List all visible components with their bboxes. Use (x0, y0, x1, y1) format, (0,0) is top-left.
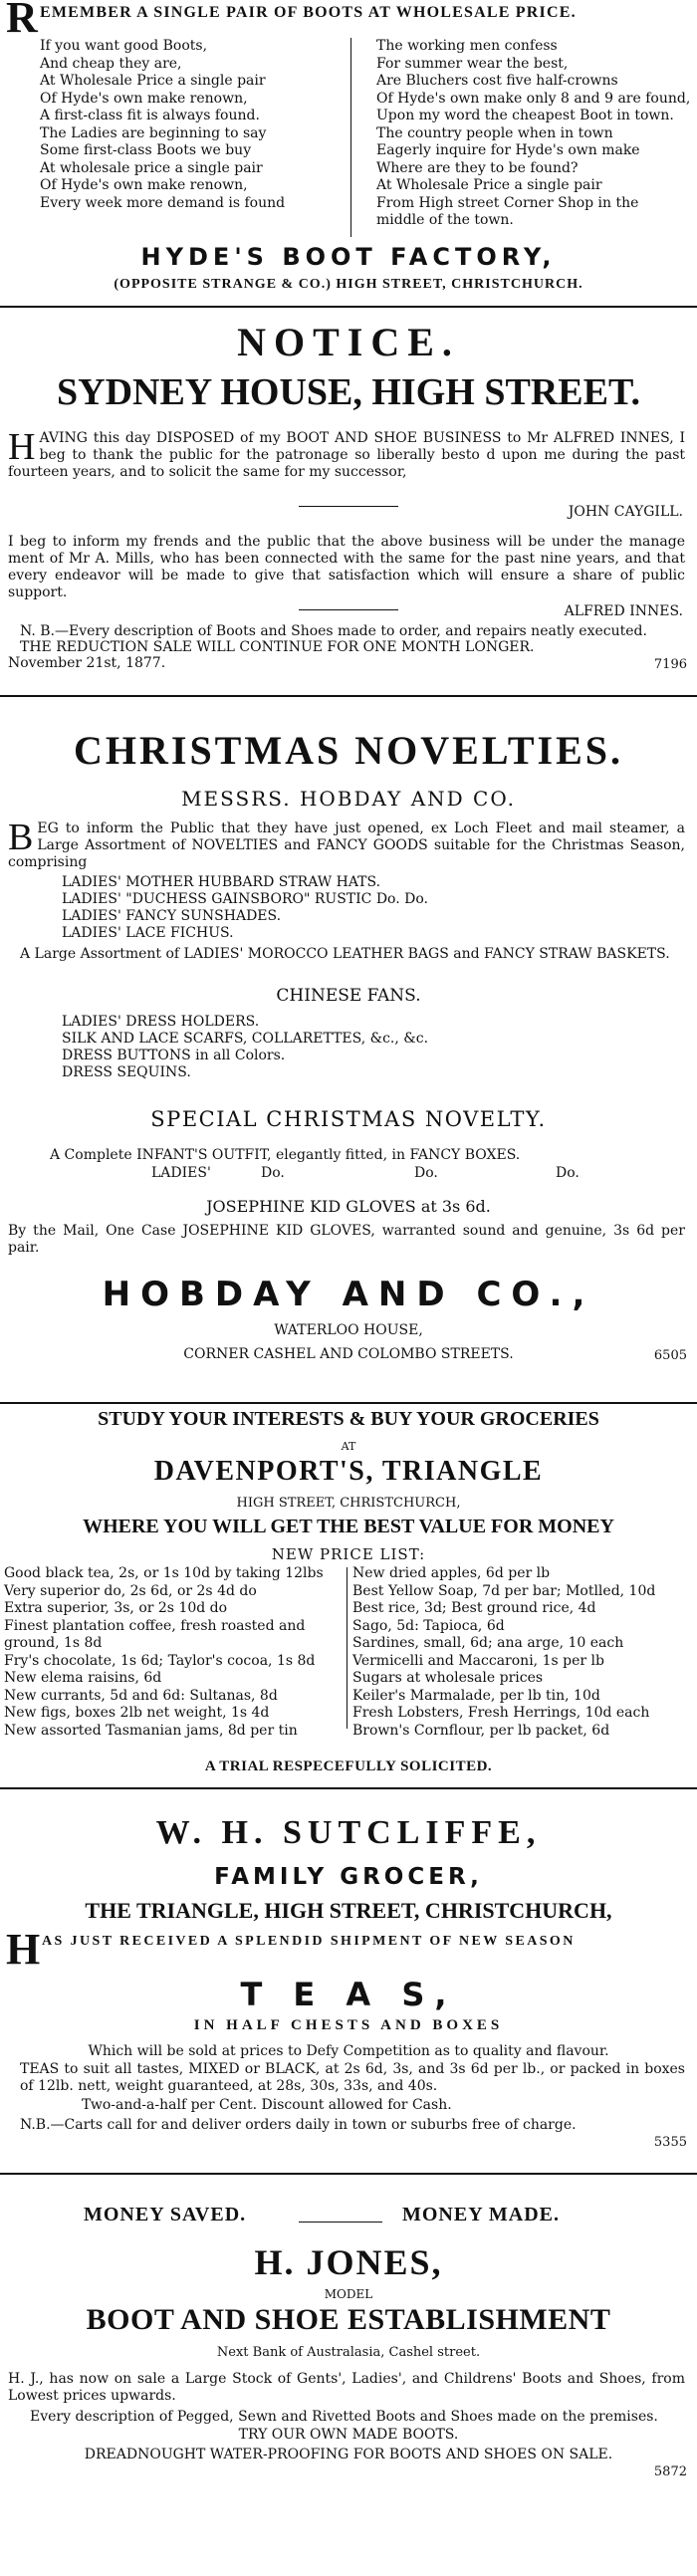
short-rule (299, 2222, 382, 2223)
hobday-intro (8, 817, 685, 871)
hobday-fans: CHINESE FANS. (276, 986, 421, 1006)
sydney-para2: I beg to inform my frends and the public that the above business will be under the manage ment of Mr A. Mills, who has been connected with the same for the past nine years, and that every endeavor will be made to give that satisfaction which will ensure a share of public support. (8, 534, 685, 600)
list-item: LADIES' "DUCHESS GAINSBORO" RUSTIC Do. Do. (62, 891, 428, 907)
jones-para1: H. J., has now on sale a Large Stock of Gents', Ladies', and Childrens' Boots and Shoes, from Lowest prices upwards. (8, 2371, 685, 2404)
davenport-name: DAVENPORT'S, TRIANGLE (153, 1456, 544, 1487)
list-item: LADIES' MOTHER HUBBARD STRAW HATS. (62, 874, 381, 890)
davenport-advertisement (0, 1404, 697, 1782)
divider (0, 2173, 697, 2175)
sydney-para1 (8, 426, 685, 481)
christmas-heading: CHRISTMAS NOVELTIES. (73, 728, 623, 773)
sutcliffe-received-text: AS JUST RECEIVED A SPLENDID SHIPMENT OF NEW SEASON (42, 1934, 576, 1949)
verse-line: Of Hyde's own make renown, (40, 177, 248, 193)
jones-dread: DREADNOUGHT WATER-PROOFING FOR BOOTS AND SHOES ON SALE. (84, 2447, 613, 2462)
short-rule (299, 609, 398, 610)
hobday-corner: CORNER CASHEL AND COLOMBO STREETS. (183, 1346, 514, 1362)
verse-line: At Wholesale Price a single pair (376, 177, 602, 193)
hyde-headline (6, 0, 693, 40)
hobday-bags: A Large Assortment of LADIES' MOROCCO LEATHER BAGS and FANCY STRAW BASKETS. (20, 946, 670, 962)
sutcliffe-discount: Two-and-a-half per Cent. Discount allowed for Cash. (82, 2097, 452, 2113)
verse-line: Of Hyde's own make renown, (40, 90, 248, 107)
verse-line: Some first-class Boots we buy (40, 142, 252, 158)
jones-saved: MONEY SAVED. (84, 2204, 247, 2225)
sydney-heading: SYDNEY HOUSE, HIGH STREET. (57, 371, 640, 413)
sutcliffe-teas: T E A S, (240, 1976, 457, 2013)
sydney-sig1: JOHN CAYGILL. (568, 504, 683, 520)
jones-made: MONEY MADE. (402, 2204, 561, 2225)
verse-line: middle of the town. (376, 212, 514, 228)
list-item: LADIES' DRESS HOLDERS. (62, 1014, 260, 1030)
jones-location: Next Bank of Australasia, Cashel street. (216, 2345, 481, 2360)
hyde-advertisement (0, 0, 697, 304)
hobday-dropcap: B (8, 817, 34, 858)
price-item: Fry's chocolate, 1s 6d; Taylor's cocoa, 1s 8d (4, 1652, 316, 1669)
jones-name: H. JONES, (254, 2242, 443, 2282)
sydney-sale: THE REDUCTION SALE WILL CONTINUE FOR ONE MONTH LONGER. (20, 639, 535, 655)
price-item: Very superior do, 2s 6d, or 2s 4d do (4, 1582, 257, 1599)
jones-para2: Every description of Pegged, Sewn and Rivetted Boots and Shoes made on the premises. (30, 2409, 658, 2425)
hobday-outfit2-c: Do. (414, 1165, 438, 1181)
verse-line: Every week more demand is found (40, 194, 286, 211)
hobday-firm: MESSRS. HOBDAY AND CO. (181, 787, 516, 811)
column-divider (347, 1567, 348, 1729)
davenport-at: AT (341, 1440, 356, 1453)
hobday-special: SPECIAL CHRISTMAS NOVELTY. (150, 1107, 547, 1131)
sydney-sig2: ALFRED INNES. (564, 603, 683, 619)
sutcliffe-chests: IN HALF CHESTS AND BOXES (193, 2017, 504, 2033)
price-item: Good black tea, 2s, or 1s 10d by taking 12lbs (4, 1565, 324, 1581)
hobday-house: WATERLOO HOUSE, (274, 1322, 423, 1338)
list-item: LADIES' FANCY SUNSHADES. (62, 908, 282, 924)
hobday-outfit2-a: LADIES' (151, 1165, 211, 1181)
notice-heading: NOTICE. (237, 320, 460, 364)
sydney-dropcap: H (8, 426, 36, 468)
verse-line: If you want good Boots, (40, 38, 208, 54)
short-rule (299, 506, 398, 507)
sutcliffe-name: W. H. SUTCLIFFE, (155, 1814, 542, 1851)
verse-line: From High street Corner Shop in the (376, 194, 639, 211)
price-item: New assorted Tasmanian jams, 8d per tin (4, 1722, 298, 1739)
price-item: Sago, 5d: Tapioca, 6d (352, 1617, 505, 1634)
jones-ref: 5872 (653, 2464, 687, 2479)
verse-line: At wholesale price a single pair (40, 159, 263, 176)
hyde-dropcap: R (6, 0, 38, 42)
hobday-list1 (62, 874, 428, 942)
verse-line: Eagerly inquire for Hyde's own make (376, 142, 640, 158)
verse-line: Where are they to be found? (376, 159, 579, 176)
sutcliffe-nb: N.B.—Carts call for and deliver orders daily in town or suburbs free of charge. (20, 2117, 577, 2133)
sutcliffe-dropcap: H (6, 1925, 41, 1974)
hobday-intro-text: EG to inform the Public that they have just opened, ex Loch Fleet and mail steamer, a Large Assortment of NOVELTIES and FANCY GOODS suitable for the Christmas Season, comprising (8, 820, 685, 870)
price-item: Fresh Lobsters, Fresh Herrings, 10d each (352, 1705, 650, 1721)
verse-line: Of Hyde's own make only 8 and 9 are found, (376, 90, 691, 107)
price-item: Brown's Cornflour, per lb packet, 6d (352, 1722, 610, 1739)
price-item: New currants, 5d and 6d: Sultanas, 8d (4, 1687, 278, 1704)
price-item: Keiler's Marmalade, per lb tin, 10d (352, 1687, 600, 1704)
hyde-left-verse (40, 38, 339, 212)
column-divider (350, 38, 351, 237)
price-item: Best rice, 3d; Best ground rice, 4d (352, 1600, 596, 1616)
sutcliffe-grocer: FAMILY GROCER, (214, 1864, 483, 1890)
hobday-title: HOBDAY AND CO., (102, 1275, 595, 1314)
davenport-study: STUDY YOUR INTERESTS & BUY YOUR GROCERIES (98, 1408, 599, 1430)
sydney-para1-text: AVING this day DISPOSED of my BOOT AND SHOE BUSINESS to Mr ALFRED INNES, I beg to thank the public for the patronage so liberally besto d upon me during the past fourteen years, and to solicit the same for my successor, (8, 430, 685, 480)
hobday-outfit2-d: Do. (556, 1165, 580, 1181)
jones-try: TRY OUR OWN MADE BOOTS. (238, 2427, 459, 2443)
hobday-mail: By the Mail, One Case JOSEPHINE KID GLOVES, warranted sound and genuine, 3s 6d per pair. (8, 1223, 685, 1256)
hobday-ref: 6505 (653, 1348, 687, 1363)
verse-line: The Ladies are beginning to say (40, 124, 267, 141)
price-item: New dried apples, 6d per lb (352, 1565, 551, 1581)
sydney-advertisement (0, 309, 697, 717)
price-item: New elema raisins, 6d (4, 1670, 162, 1686)
sutcliffe-received (6, 1925, 693, 1974)
price-item: Extra superior, 3s, or 2s 10d do (4, 1600, 228, 1616)
verse-line: At Wholesale Price a single pair (40, 73, 266, 89)
jones-advertisement (0, 2176, 697, 2576)
davenport-value: WHERE YOU WILL GET THE BEST VALUE FOR MONEY (83, 1516, 614, 1537)
price-item: Vermicelli and Maccaroni, 1s per lb (352, 1652, 604, 1669)
sydney-nb: N. B.—Every description of Boots and Shoes made to order, and repairs neatly executed. (20, 623, 647, 639)
hobday-outfit2-b: Do. (261, 1165, 285, 1181)
price-item: Finest plantation coffee, fresh roasted and (4, 1617, 306, 1634)
price-item: Best Yellow Soap, 7d per bar; Motlled, 10d (352, 1582, 656, 1599)
verse-line: A first-class fit is always found. (40, 108, 260, 123)
list-item: DRESS SEQUINS. (62, 1064, 191, 1080)
sydney-ref: 7196 (653, 657, 687, 672)
divider (0, 306, 697, 308)
list-item: DRESS BUTTONS in all Colors. (62, 1048, 286, 1063)
hyde-opener: EMEMBER A SINGLE PAIR OF BOOTS AT WHOLESALE PRICE. (40, 4, 577, 21)
verse-line: For summer wear the best, (376, 55, 569, 72)
hobday-gloves: JOSEPHINE KID GLOVES at 3s 6d. (206, 1197, 491, 1216)
list-item: SILK AND LACE SCARFS, COLLARETTES, &c., &c. (62, 1031, 429, 1047)
davenport-address: HIGH STREET, CHRISTCHURCH, (236, 1496, 461, 1511)
list-item: LADIES' LACE FICHUS. (62, 925, 234, 941)
hyde-right-verse (376, 38, 693, 230)
jones-establishment: BOOT AND SHOE ESTABLISHMENT (86, 2303, 611, 2336)
jones-model: MODEL (324, 2287, 373, 2301)
verse-line: The country people when in town (376, 124, 613, 141)
hobday-outfit1: A Complete INFANT'S OUTFIT, elegantly fitted, in FANCY BOXES. (50, 1147, 521, 1163)
hyde-title: HYDE'S BOOT FACTORY, (140, 243, 557, 271)
davenport-list-title: NEW PRICE LIST: (271, 1545, 426, 1563)
hyde-address: (OPPOSITE STRANGE & CO.) HIGH STREET, CHRISTCHURCH. (114, 277, 583, 292)
price-item: Sugars at wholesale prices (352, 1670, 544, 1686)
verse-line: And cheap they are, (40, 55, 182, 72)
sutcliffe-sold: Which will be sold at prices to Defy Competition as to quality and flavour. (88, 2043, 609, 2059)
price-item: New figs, boxes 2lb net weight, 1s 4d (4, 1705, 270, 1721)
verse-line: Upon my word the cheapest Boot in town. (376, 108, 674, 123)
divider (0, 1787, 697, 1789)
sydney-date: November 21st, 1877. (8, 655, 166, 671)
verse-line: The working men confess (376, 38, 558, 54)
hobday-advertisement (0, 697, 697, 1414)
sutcliffe-ref: 5355 (653, 2135, 687, 2150)
price-item: Sardines, small, 6d; ana arge, 10 each (352, 1635, 624, 1651)
hobday-list2 (62, 1014, 428, 1081)
davenport-right-list (352, 1565, 691, 1740)
sutcliffe-tastes: TEAS to suit all tastes, MIXED or BLACK, at 2s 6d, 3s, and 3s 6d per lb., or packed in boxes of 12lb. nett, weight guaranteed, at 28s, 30s, 33s, and 40s. (20, 2061, 685, 2094)
sutcliffe-address: THE TRIANGLE, HIGH STREET, CHRISTCHURCH, (85, 1898, 612, 1923)
davenport-trial: A TRIAL RESPECEFULLY SOLICITED. (204, 1758, 493, 1774)
davenport-left-list (4, 1565, 343, 1740)
price-item: ground, 1s 8d (4, 1635, 103, 1651)
verse-line: Are Bluchers cost five half-crowns (376, 73, 618, 89)
